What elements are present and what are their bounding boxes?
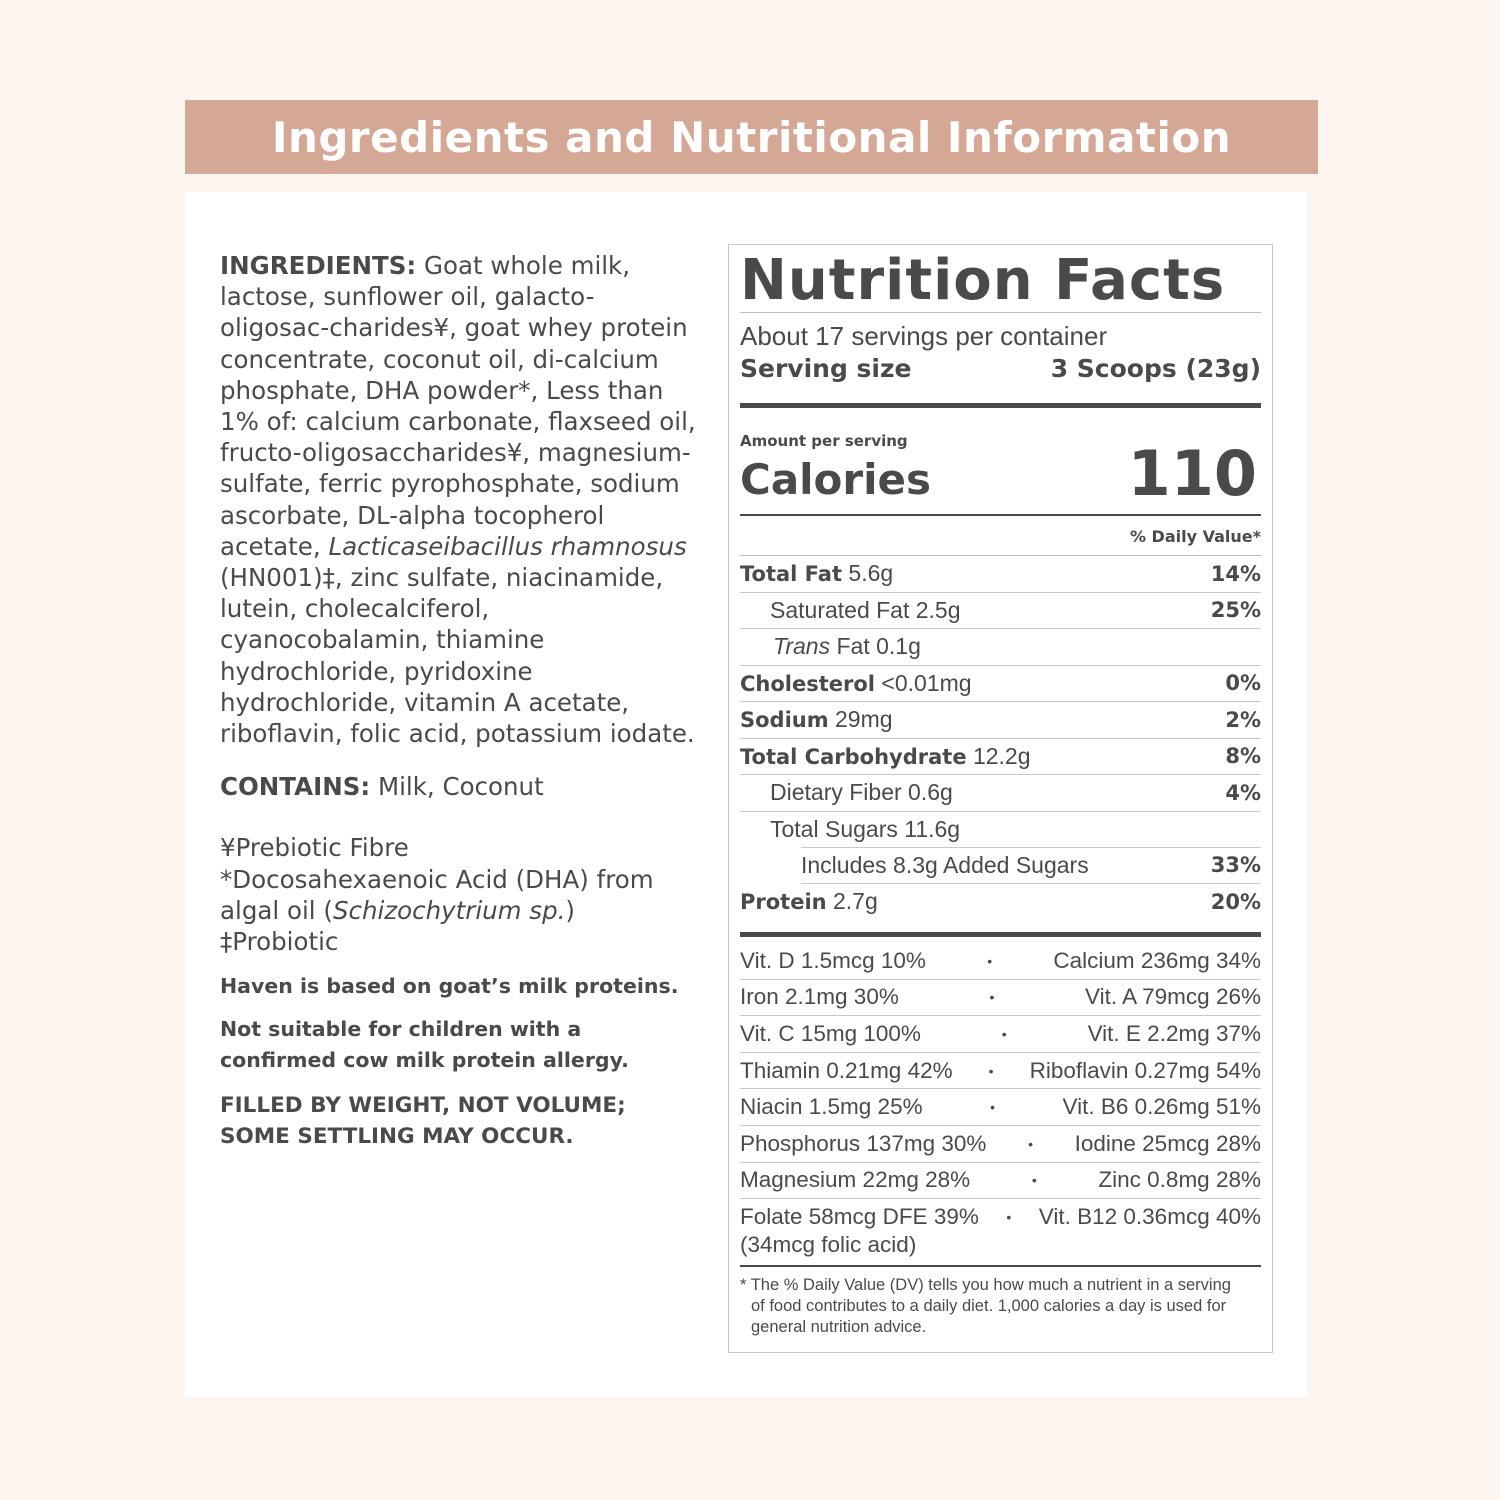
header-banner <box>185 100 1318 174</box>
bullet-separator: • <box>990 1099 996 1116</box>
ingredients-text-1: Goat whole milk, lactose, sunflower oil, galacto-oligosac-charides¥, goat whey protein concentrate, coconut oil, di-calcium phosphate, DHA powder*, Less than 1% of: calcium carbonate, flaxseed oil, fructo-oligosaccharides¥, magnesium-sulfate, ferric pyrophosphate, sodium ascorbate, DL-alpha tocopherol acetate, <box>220 251 696 561</box>
serving-size-label: Serving size <box>740 354 912 383</box>
nutrient-name: Cholesterol <box>740 671 875 696</box>
vitamin-left: Niacin 1.5mg 25% <box>740 1094 923 1120</box>
daily-value-footnote: * The % Daily Value (DV) tells you how much a nutrient in a serving of food contributes to a daily diet. 1,000 calories a day is used for general nutrition advice. <box>740 1276 1231 1337</box>
footnote-dha <box>220 864 700 926</box>
nutrient-dv: 20% <box>1210 889 1261 914</box>
ingredients-panel <box>220 250 700 1152</box>
nutrition-facts-panel <box>728 244 1273 1353</box>
nutrient-name: Saturated Fat <box>770 596 910 623</box>
nutrient-row <box>801 847 1261 884</box>
nutrient-amount: 0.6g <box>901 779 953 806</box>
nutrient-row <box>740 884 1261 921</box>
vitamin-left <box>740 1203 979 1259</box>
vitamin-right: Vit. B6 0.26mg 51% <box>1062 1094 1261 1120</box>
bullet-separator: • <box>1031 1172 1037 1189</box>
nutrient-name: Sodium <box>740 708 829 733</box>
vitamin-left: Vit. D 1.5mcg 10% <box>740 947 926 973</box>
ingredients-italic: Lacticaseibacillus rhamnosus <box>328 531 687 561</box>
vitamin-left: Magnesium 22mg 28% <box>740 1167 971 1193</box>
vitamin-left-line2: (34mcg folic acid) <box>740 1232 917 1258</box>
footnote-dha-text: *Docosahexaenoic Acid (DHA) from algal oil ( <box>220 864 654 925</box>
nutrient-amount: <0.01mg <box>875 669 972 696</box>
nutrient-dv: 4% <box>1225 780 1261 805</box>
nutrient-name: Total Fat <box>740 562 843 587</box>
nutrient-name: Dietary Fiber <box>770 779 902 806</box>
nutrient-dv: 14% <box>1210 561 1261 586</box>
contains-label: CONTAINS: <box>220 772 371 802</box>
vitamin-left-line1: Folate 58mcg DFE 39% <box>740 1204 979 1230</box>
nutrient-name: Includes 8.3g Added Sugars <box>801 851 1089 878</box>
note-allergy: Not suitable for children with a confirmed cow milk protein allergy. <box>220 1017 629 1073</box>
vitamin-right: Vit. E 2.2mg 37% <box>1087 1020 1261 1046</box>
ingredients-text-2: (HN001)‡, zinc sulfate, niacinamide, lutein, cholecalciferol, cyanocobalamin, thiamine hydrochloride, pyridoxine hydrochloride, vitamin A acetate, riboflavin, folic acid, potassium iodate. <box>220 563 695 749</box>
vitamin-row <box>740 1016 1261 1053</box>
nutrient-dv: 2% <box>1225 707 1261 732</box>
bullet-separator: • <box>989 989 995 1006</box>
vitamin-row <box>740 1126 1261 1163</box>
vitamin-right: Calcium 236mg 34% <box>1053 947 1261 973</box>
nutrient-row <box>740 629 1261 666</box>
divider-thick <box>740 403 1261 408</box>
nutrient-row <box>740 702 1261 739</box>
vitamin-left: Vit. C 15mg 100% <box>740 1020 921 1046</box>
nutrient-name: Total Sugars <box>770 816 898 843</box>
vitamin-left: Iron 2.1mg 30% <box>740 984 899 1010</box>
vitamin-left: Phosphorus 137mg 30% <box>740 1130 987 1156</box>
nutrient-dv: 0% <box>1225 671 1261 696</box>
calories-value: 110 <box>1127 437 1257 510</box>
bullet-separator: • <box>988 1062 994 1079</box>
note-filled: FILLED BY WEIGHT, NOT VOLUME; SOME SETTLING MAY OCCUR. <box>220 1093 626 1150</box>
vitamin-row <box>740 1199 1261 1258</box>
nutrient-amount: 12.2g <box>966 742 1031 769</box>
serving-size-row <box>740 351 1261 387</box>
note-goat: Haven is based on goat’s milk proteins. <box>220 974 679 999</box>
vitamin-row <box>740 1089 1261 1126</box>
vitamin-right: Riboflavin 0.27mg 54% <box>1029 1057 1261 1083</box>
vitamin-right: Iodine 25mcg 28% <box>1074 1130 1261 1156</box>
nutrient-table <box>740 556 1261 920</box>
vitamin-right: Zinc 0.8mg 28% <box>1098 1167 1261 1193</box>
nutrient-dv: 33% <box>1210 853 1261 878</box>
vitamin-row <box>740 943 1261 980</box>
daily-value-header: % Daily Value* <box>740 516 1261 556</box>
divider-bottom <box>740 1265 1261 1267</box>
vitamins-table <box>740 943 1261 1258</box>
nutrient-amount: Fat 0.1g <box>830 633 921 660</box>
footnote-prebiotic: ¥Prebiotic Fibre <box>220 833 409 863</box>
footnote-dha-close: ) <box>565 895 575 925</box>
nutrient-row <box>740 739 1261 776</box>
page-title: Ingredients and Nutritional Information <box>271 112 1232 162</box>
vitamin-row <box>740 1053 1261 1090</box>
nutrient-row <box>740 593 1261 630</box>
bullet-separator: • <box>987 952 993 969</box>
ingredients-label: INGREDIENTS: <box>220 251 417 280</box>
nutrient-row <box>740 556 1261 593</box>
contains-paragraph <box>220 771 700 802</box>
vitamin-right: Vit. A 79mcg 26% <box>1085 984 1261 1010</box>
vitamin-left: Thiamin 0.21mg 42% <box>740 1057 953 1083</box>
nutrient-name: Total Carbohydrate <box>740 744 967 769</box>
nutrient-amount: 2.5g <box>909 596 961 623</box>
bullet-separator: • <box>1001 1025 1007 1042</box>
footnote-dha-italic: Schizochytrium sp. <box>332 895 566 925</box>
nutrition-title: Nutrition Facts <box>740 245 1261 313</box>
divider-thick <box>740 932 1261 937</box>
nutrient-name: Trans <box>773 633 831 660</box>
vitamin-row <box>740 980 1261 1017</box>
nutrient-row <box>740 775 1261 812</box>
vitamin-row <box>740 1163 1261 1200</box>
nutrient-amount: 2.7g <box>826 888 878 915</box>
calories-label: Calories <box>740 455 932 504</box>
nutrient-dv: 8% <box>1225 744 1261 769</box>
bullet-separator: • <box>1006 1209 1012 1226</box>
footnote-probiotic: ‡Probiotic <box>220 927 339 957</box>
bullet-separator: • <box>1028 1135 1033 1152</box>
nutrient-dv: 25% <box>1210 598 1261 623</box>
nutrient-amount: 29mg <box>828 706 893 733</box>
nutrient-row <box>740 666 1261 703</box>
nutrient-name: Protein <box>740 890 827 915</box>
nutrient-amount: 5.6g <box>842 560 894 587</box>
nutrient-amount: 11.6g <box>897 816 961 843</box>
servings-per-container: About 17 servings per container <box>740 321 1108 351</box>
amount-per-serving: Amount per serving <box>740 432 908 450</box>
contains-text: Milk, Coconut <box>370 772 544 802</box>
serving-size-value: 3 Scoops (23g) <box>1050 354 1261 383</box>
vitamin-right: Vit. B12 0.36mcg 40% <box>1038 1204 1261 1230</box>
nutrient-row <box>740 812 1261 849</box>
ingredients-paragraph <box>220 250 700 749</box>
